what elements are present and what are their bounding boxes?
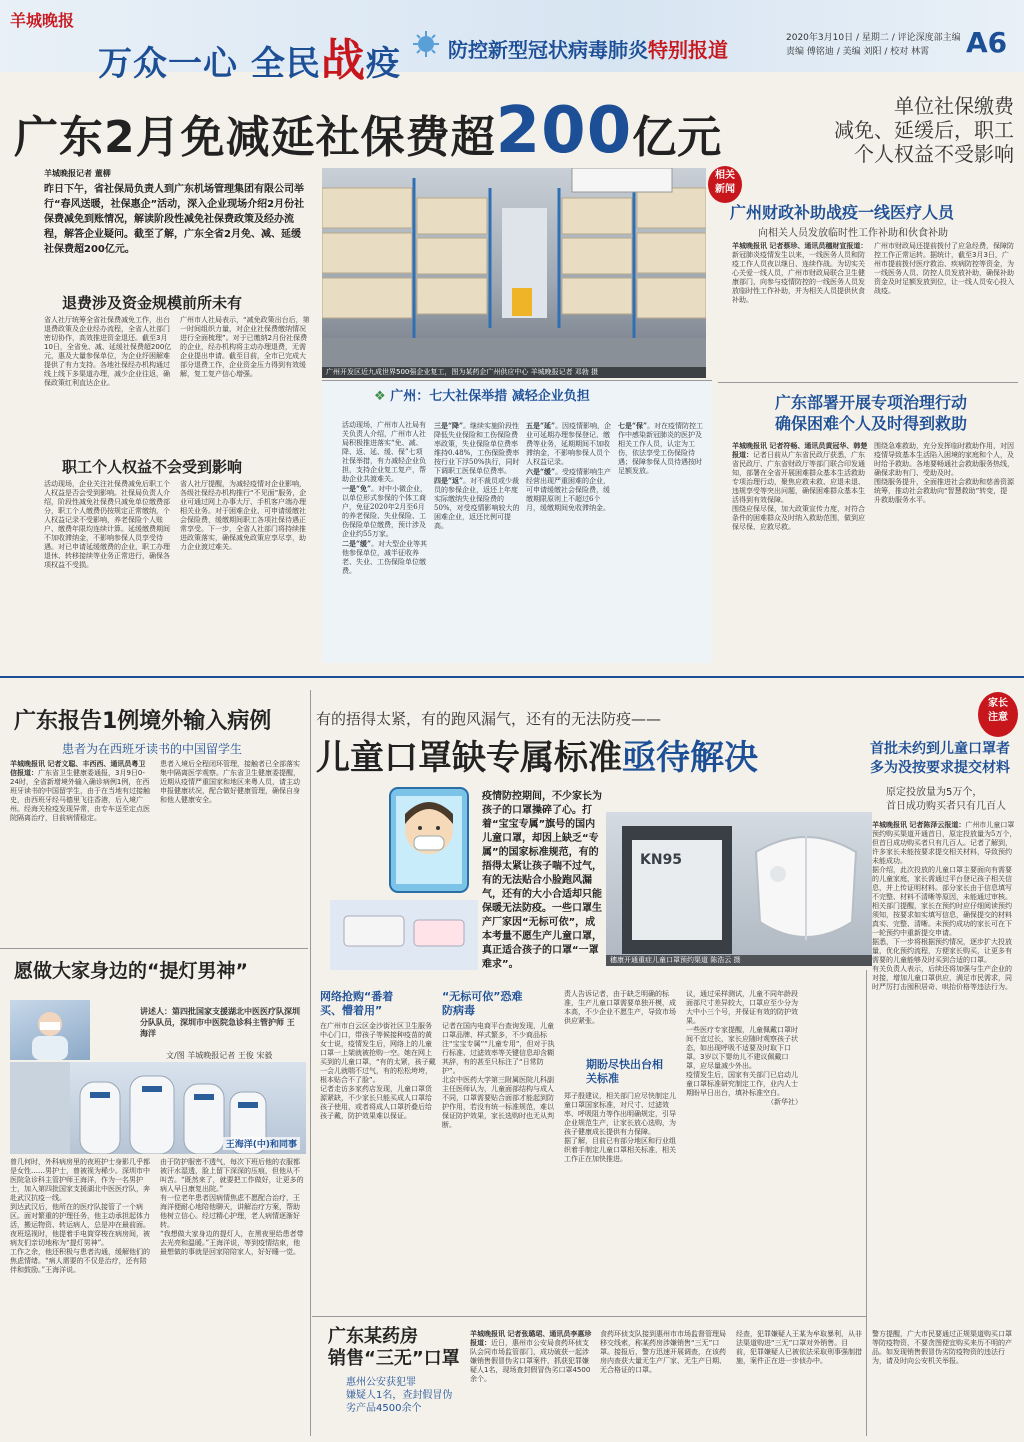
lead-body-2: 广州市人社局表示，“减免政策出台后，第一时间组织力量，对企业社保费缴纳情况进行全面梳理”。对于已缴纳2月份社保费的企业，经办机构将主动办理退费，无需企业提出申请。截至目前，全市已完成大部分退费工作，企业资金压力得到有效缓解，复工复产信心增强。 (180, 316, 310, 378)
series-name: 防控新型冠状病毒肺炎 (448, 38, 648, 62)
leaf-icon: ❖ (374, 389, 386, 404)
sub1-line-a: 网络抢购“番着 (320, 990, 394, 1003)
story1-lead: 羊城晚报讯 记者蔡珍、通讯员穗财宣报道： (732, 242, 868, 250)
policy-item-3: 三是“降” (434, 421, 464, 430)
policy-title (374, 385, 590, 404)
policy-col-2: 三是“降”。继续实施阶段性降低失业保险和工伤保险费率政策，失业保险单位费率维持0.48%，工伤保险费率按行业下浮50%执行，同时下调职工医保单位费率。 四是“返”。对不裁员或少裁员的参保企业，返还上年度实际缴纳失业保险费的50%，对受疫情影响较大的困难企业，返还比例可提高。 (434, 421, 520, 530)
tag-line-2: 新闻 (715, 184, 735, 195)
masks-signoff: （新华社） (767, 1098, 802, 1106)
deck-line-3: 个人权益不受影响 (854, 142, 1014, 166)
series-bold: 特别报道 (648, 38, 728, 62)
lead-body-4: 省人社厅提醒，为减轻疫情对企业影响，各级社保经办机构推行“不见面”服务，企业可通过网上办事大厅、手机客户端办理相关业务。对于困难企业，可申请缓缴社会保险费，缓缴期间职工各项社保待遇正常享受。下一步，全省人社部门将持续推进政策落实，确保减免政策应享尽享，助力企业渡过难关。 (180, 480, 307, 551)
series-title (448, 34, 728, 63)
policy-item-7: 七是“保” (618, 421, 648, 430)
editors: 责编 傅铭迪 / 美编 刘阳 / 校对 林霄 (786, 47, 930, 57)
parents-sub (886, 786, 1022, 814)
pharmacy-body-a: 羊城晚报讯 记者张璐珺、通讯员李惠珍报道：近日，惠州市公安局食药环侦支队会同市场监管部门，成功破获一起涉嫌销售假冒伪劣口罩案件，抓获犯罪嫌疑人1名，现场查封假冒伪劣口罩4500余个。 (470, 1330, 592, 1383)
related-story2-body-b: 围绕急难救助，充分发挥临时救助作用，对因疫情导致基本生活陷入困境的家庭和个人，及时给予救助。各地要畅通社会救助服务热线，确保求助有门、受助及时。 围绕服务提升，全面推进社会救助和慈善资源统筹，推动社会救助向“智慧救助”转变，提升救助服务水平。 (874, 442, 1014, 504)
masks-subhead-3 (586, 1058, 682, 1086)
warehouse-photo (322, 168, 706, 378)
slogan-fight: 战 (320, 35, 366, 86)
masks-intro: 疫情防控期间，不少家长为孩子的口罩操碎了心。打着“宝宝专属”旗号的国内儿童口罩，却因上缺乏“专属”的国家标准规范，有的捂得太紧让孩子喘不过气，有的无法贴合小脸跑风漏气，还有的大小合适却只能保暖无法防疫。一些口罩生产厂家因“无标可依”，成本考量不愿生产儿童口罩，真正适合孩子的口罩“一罩难求”。 (482, 791, 602, 970)
team-photo-label: 王海洋(中)和同事 (223, 1137, 300, 1150)
policy-col-4: 七是“保”。对在疫情防控工作中感染新冠肺炎的医护及相关工作人员，认定为工伤，依法享受工伤保险待遇；保障参保人员待遇按时足额发放。 (618, 421, 704, 475)
pharmacy-title (328, 1326, 460, 1370)
parents-title-1: 首批未约到儿童口罩者 (870, 741, 1010, 757)
masks-kicker: 有的捂得太紧，有的跑风漏气，还有的无法防疫—— (316, 710, 662, 728)
imported-body-b: 患者入境后全程闭环管理，接触者已全部落实集中隔离医学观察。广东省卫生健康委提醒，近期从疫情严重国家和地区来粤人员，请主动申报健康状况，配合做好健康管理，确保自身和他人健康安全。 (160, 760, 300, 804)
policy-item-6: 六是“缓” (526, 467, 556, 476)
story2-title-2: 确保困难个人及时得到救助 (774, 414, 967, 433)
parents-sub-1: 原定投放量为5万个， (886, 787, 983, 798)
imported-title: 广东报告1例境外输入病例 (14, 709, 272, 734)
imported-body-a: 羊城晚报讯 记者文聪、丰西西、通讯员粤卫信报道：广东省卫生健康委通报，3月9日0-24时，全省新增境外输入确诊病例1例，在西班牙读书的中国留学生，由于在当地有过接触史，由西班牙经马德里飞往香港，后入境广州。经海关检疫发现异常，由专车送至定点医院隔离治疗，目前病情稳定。 (10, 760, 150, 822)
pharmacy-sub-1: 惠州公安获犯罪 (346, 1377, 416, 1388)
lead-body-1: 省人社厅统筹全省社保费减免工作，出台退费政策及企业经办流程，全省人社部门密切协作，高效推进资金退还。截至3月10日，全省免、减、延缓社保费超200亿元，惠及大量参保单位，为企业纾困解难提供了有力支持。各地社保经办机构通过线上线下多渠道办理，减少企业往返，确保政策红利直达企业。 (44, 316, 172, 387)
story2-lead: 羊城晚报讯 记者符畅、通讯员黄冠华、韩楚报道： (732, 442, 868, 459)
tag-line-1: 相关 (715, 170, 735, 181)
related-story1-body-b: 广州市财政局还提前拨付了应急经费，保障防控工作正常运转。据统计，截至3月3日，广州市提前拨付医疗救治、疾病防控等资金，为一线医务人员、防控人员发放补助，确保补助资金及时足额发放到位，让一线人员安心投入战疫。 (874, 242, 1014, 295)
parents-body: 羊城晚报讯 记者陈泽云报道：广州市儿童口罩预约购买渠道开通首日，原定投放量为5万个，但首日成功购买者只有几百人。记者了解到，许多家长未能按要求提交相关材料，导致预约未能成功。 据介绍，此次投放的儿童口罩主要面向有需要的儿童家庭，家长需通过平台登记孩子相关信息，并上传证明材料。部分家长由于信息填写不完整、材料不清晰等原因，未能通过审核。 相关部门提醒，家长在预约时应仔细阅读预约须知，按要求如实填写信息，确保提交的材料真实、完整、清晰。未预约成功的家长可在下一轮预约中重新提交申请。 据悉，下一步将根据预约情况，逐步扩大投放量，优化预约流程，方便家长购买，让更多有需要的儿童能够及时买到合适的口罩。 有关负责人表示，后续还将加强与生产企业的对接，增加儿童口罩供应，满足市民需求，同时严厉打击囤积居奇、哄抬价格等违法行为。 (872, 820, 1017, 991)
headline-part-a: 广东2月免减延社保费超 (14, 112, 496, 163)
policy-box (322, 380, 712, 663)
pharmacy-lead: 羊城晚报讯 记者张璐珺、通讯员李惠珍报道： (470, 1330, 592, 1347)
lantern-narrator: 讲述人：第四批国家支援湖北中医医疗队深圳分队队员，深圳市中医院急诊科主管护师 王海洋 (140, 1007, 300, 1038)
headline-number: 200 (495, 94, 633, 168)
section-divider (0, 676, 1024, 678)
lantern-credit: 文/图 羊城晚报记者 王俊 宋毅 (166, 1051, 273, 1060)
parents-title-2: 多为没按要求提交材料 (870, 760, 1010, 776)
medical-team-photo (10, 1062, 306, 1154)
masks-body-4: 郑子殷建议，相关部门应尽快制定儿童口罩国家标准，对尺寸、过滤效率、呼吸阻力等作出明确规定，引导企业规范生产，让家长放心选购，为孩子健康成长提供有力保障。 据了解，目前已有部分地区和行业组织着手制定儿童口罩相关标准，相关工作正在加快推进。 (564, 1092, 676, 1163)
pharmacy-sub-3: 劣产品4500余个 (346, 1403, 422, 1414)
lead-subhead-2: 职工个人权益不会受到影响 (62, 458, 243, 476)
related-story1-sub: 向相关人员发放临时性工作补助和伙食补助 (758, 228, 948, 239)
masks-body-3: 责人告诉记者，由于缺乏明确的标准，生产儿童口罩需要单独开模，成本高，不少企业不愿生产，导致市场供应紧张。 (564, 990, 676, 1025)
parents-notice-tag (978, 692, 1018, 737)
policy-item-5: 五是“延” (526, 421, 556, 430)
deck-line-2: 减免、延缓后，职工 (834, 118, 1014, 142)
lead-intro: 昨日下午，省社保局负责人到广东机场管理集团有限公司举行“春风送暖，社保惠企”活动，深入企业现场介绍2月份社保费减免到账情况，解读阶段性减免社保费政策及经办流程，解答企业疑问。截至了解，广东全省2月免、减、延缓社保费超200亿元。 (44, 184, 305, 255)
story2-title-1: 广东部署开展专项治理行动 (774, 393, 967, 412)
related-story1-title: 广州财政补助战疫一线医疗人员 (730, 203, 955, 222)
imported-lead: 羊城晚报讯 记者文聪、丰西西、通讯员粤卫信报道： (10, 760, 146, 777)
sub3-line-b: 关标准 (586, 1072, 619, 1085)
sub1-line-b: 买、懵着用” (320, 1004, 383, 1017)
lead-subhead-1: 退费涉及资金规模前所未有 (62, 294, 243, 312)
warehouse-illustration (322, 168, 706, 378)
warehouse-caption: 广州开发区近九成世界500强企业复工，图为某药企广州供应中心 羊城晚报记者 邓勃 摄 (322, 367, 706, 378)
issue-date: 2020年3月10日 / 星期二 / 评论深度部主编 (786, 33, 961, 43)
lead-headline (14, 94, 722, 168)
lantern-body-a: 曾几何时，外科病房里的夜班护士身影几乎都是女性……男护士，曾被视为稀少。深圳市中医院急诊科主管护师王海洋，作为一名男护士，加入第四批国家支援湖北中医医疗队，奔赴武汉抗疫一线。 到达武汉后，他所在的医疗队接管了一个病区。面对繁重的护理任务，他主动承担起体力活，搬运物资、转运病人，总是冲在最前面。夜班巡视时，他提着手电筒穿梭在病房间，被病友们亲切地称为“提灯男神”。 工作之余，他还积极与患者沟通，缓解他们的焦虑情绪。“病人需要的不仅是治疗，还有陪伴和鼓励。”王海洋说。 (10, 1158, 150, 1274)
page-number: A6 (966, 26, 1008, 59)
pharmacy-body-d: 警方提醒，广大市民要通过正规渠道购买口罩等防疫物资，不要贪图便宜购买来历不明的产品。如发现销售假冒伪劣防疫物资的违法行为，请及时向公安机关举报。 (872, 1330, 1012, 1365)
pharmacy-body-b: 食药环侦支队接到惠州市市场监督管理局移交线索，称某药房涉嫌销售“三无”口罩。接报后，警方迅速开展调查，在该药房内查获大量无生产厂家、无生产日期、无合格证的口罩。 (600, 1330, 726, 1374)
pharmacy-sub-2: 嫌疑人1名，查封假冒伪 (346, 1390, 453, 1401)
slogan-text: 万众一心 全民 (98, 44, 321, 84)
parents-sub-2: 首日成功购买者只有几百人 (886, 801, 1006, 812)
masks-body-5: 议，通过采样测试，儿童不同年龄段面部尺寸差异较大，口罩应至少分为大中小三个号，并保证有效的防护效果。 一些医疗专家提醒，儿童佩戴口罩时间不宜过长，家长应随时观察孩子状态，如出现呼吸不适要及时取下口罩。3岁以下婴幼儿不建议佩戴口罩，应尽量减少外出。 疫情发生后，国家有关部门已启动儿童口罩标准研究制定工作，业内人士期盼早日出台，填补标准空白。 （新华社） (686, 990, 802, 1106)
masks-body-1: 在广州市白云区金沙街社区卫生服务中心门口，带孩子等候接种疫苗的黄女士说，疫情发生后，网络上的儿童口罩一上架就被抢购一空。她在网上买到的儿童口罩，“有的太紧，孩子戴一会儿就喘不过气，有的松松垮垮，根本贴合不了脸”。 记者走访多家药店发现，儿童口罩货源紧缺，不少家长只能买成人口罩给孩子使用，或者将成人口罩折叠后给孩子戴，防护效果难以保证。 (320, 1022, 436, 1120)
kid-mask-illustration (330, 780, 478, 970)
sub2-line-b: 防病毒 (442, 1004, 475, 1017)
parents-tag-line-1: 家长 (988, 698, 1008, 709)
policy-item-4: 四是“返” (434, 476, 464, 485)
parents-lead: 羊城晚报讯 记者陈泽云报道： (872, 820, 966, 829)
mask-print: KN95 (640, 852, 683, 868)
divider-lantern (0, 948, 308, 949)
pharmacy-body-c: 经查，犯罪嫌疑人王某为牟取暴利，从非法渠道购进“三无”口罩对外销售。目前，犯罪嫌疑人已被依法采取刑事强制措施，案件正在进一步侦办中。 (736, 1330, 862, 1365)
pharmacy-title-2: 销售“三无”口罩 (328, 1348, 460, 1369)
deck-line-1: 单位社保缴费 (894, 94, 1014, 118)
vertical-divider-left (310, 690, 311, 1436)
mask-caption: 穗康开通重症儿童口罩预约渠道 陈浩云 摄 (606, 955, 872, 966)
sub3-line-a: 期盼尽快出台相 (586, 1058, 663, 1071)
policy-item-1: 一是“免” (342, 484, 372, 493)
kn95-mask-photo (606, 812, 872, 966)
vertical-divider-right (866, 970, 867, 1436)
masthead (0, 0, 1024, 86)
masks-headline (316, 730, 758, 779)
imported-sub: 患者为在西班牙读书的中国留学生 (62, 742, 243, 756)
lead-deck (830, 94, 1014, 166)
nurse-portrait (10, 1000, 90, 1060)
parents-title (870, 740, 1010, 778)
paper-logo: 羊城晚报 (10, 11, 75, 30)
related-news-tag (708, 166, 742, 203)
mask-illustration (606, 812, 872, 966)
kid-cartoon (330, 780, 478, 970)
masks-subhead-1 (320, 990, 436, 1018)
slogan (98, 24, 401, 88)
policy-item-2: 二是“缓” (342, 539, 372, 548)
related-story2-title (736, 392, 1006, 434)
portrait-illustration (10, 1000, 90, 1060)
masks-subhead-2 (442, 990, 558, 1018)
lead-byline: 羊城晚报记者 董柳 (44, 169, 111, 178)
policy-col-3: 五是“延”。因疫情影响，企业可延期办理参保登记、缴费等业务，延期期间不加收滞纳金，不影响参保人员个人权益记录。 六是“缓”。受疫情影响生产经营出现严重困难的企业，可申请缓缴社会保险费，缓缴期限原则上不超过6个月，缓缴期间免收滞纳金。 (526, 421, 612, 512)
policy-title-text: 广州：七大社保举措 减轻企业负担 (390, 389, 590, 404)
lead-body-3: 活动现场，企业关注社保费减免后职工个人权益是否会受到影响。社保局负责人介绍，阶段性减免社保费只减免单位缴费部分，职工个人缴费仍按规定正常缴纳，个人权益记录不受影响，养老保险个人账户、缴费年限均连续计算。延缓缴费期间不加收滞纳金，不影响参保人员享受待遇。对已申请延缓缴费的企业，职工办理退休、转移接续等业务正常进行，确保各项权益不受损。 (44, 480, 170, 569)
masks-headline-b: 亟待解决 (622, 738, 758, 778)
pharmacy-title-1: 广东某药房 (328, 1326, 418, 1347)
policy-col-1: 活动现场，广州市人社局有关负责人介绍，广州市人社局积极推进落实“免、减、降、返、延、缓、保”七项社保举措，有力减轻企业负担，支持企业复工复产，帮助企业共渡难关。 一是“免”。对中小微企业，以单位形式参保的个体工商户，免征2020年2月至6月的养老保险、失业保险、工伤保险单位缴费，预计涉及企业约55万家。 二是“缓”。对大型企业等其他参保单位，减半征收养老、失业、工伤保险单位缴费。 (342, 421, 428, 575)
masks-headline-a: 儿童口罩缺专属标准 (316, 738, 622, 778)
divider-pharmacy (312, 1316, 866, 1317)
sub2-line-a: “无标可依”恐难 (442, 990, 523, 1003)
slogan-epidemic: 疫 (365, 44, 401, 84)
masks-body-2: 记者在国内电商平台查询发现，儿童口罩品牌、样式繁多，不少商品标注“宝宝专属”“儿童专用”，但对于执行标准、过滤效率等关键信息却含糊其辞，有的甚至只标注了“日常防护”。 北京中医药大学第三附属医院儿科副主任医师认为，儿童面部结构与成人不同，口罩需要贴合面部才能起到防护作用，若没有统一标准规范，难以保证防护效果，家长选购时也无从判断。 (442, 1022, 555, 1129)
related-story2-body-a: 羊城晚报讯 记者符畅、通讯员黄冠华、韩楚报道：记者日前从广东省民政厅获悉，广东省民政厅、广东省财政厅等部门联合印发通知，部署在全省开展困难群众基本生活救助专项治理行动，聚焦应救未救、应退未退、违规享受等突出问题，确保困难群众基本生活得到有效保障。 围绕应保尽保，加大政策宣传力度，对符合条件的困难群众及时纳入救助范围，做到应保尽保、应救尽救。 (732, 442, 868, 531)
virus-icon (412, 30, 440, 58)
lantern-title: 愿做大家身边的“提灯男神” (14, 960, 248, 982)
related-story1-body-a: 羊城晚报讯 记者蔡珍、通讯员穗财宣报道：新冠肺炎疫情发生以来，一线医务人员和防疫工作人员夜以继日、连续作战。为切实关心关爱一线人员，广州市财政局联合卫生健康部门，向参与疫情防控的一线医务人员发放临时性工作补助，并为相关人员提供伙食补助。 (732, 242, 868, 304)
parents-tag-line-2: 注意 (988, 712, 1008, 723)
pharmacy-sub (346, 1376, 452, 1415)
lantern-body-b: 由于防护服密不透气，每次下班后他的衣服都被汗水湿透，脸上留下深深的压痕，但他从不叫苦。“既然来了，就要把工作做好，让更多的病人早日康复出院。” 有一位老年患者因病情焦虑不愿配合治疗，王海洋便耐心地陪他聊天，讲解治疗方案，帮助他树立信心。经过精心护理，老人病情逐渐好转。 “我想做大家身边的提灯人，在黑夜里给患者带去光亮和温暖。”王海洋说，等到疫情结束，他最想做的事就是回家陪陪家人，好好睡一觉。 (160, 1158, 304, 1256)
related-divider (718, 382, 1018, 383)
headline-part-b: 亿元 (632, 112, 723, 163)
